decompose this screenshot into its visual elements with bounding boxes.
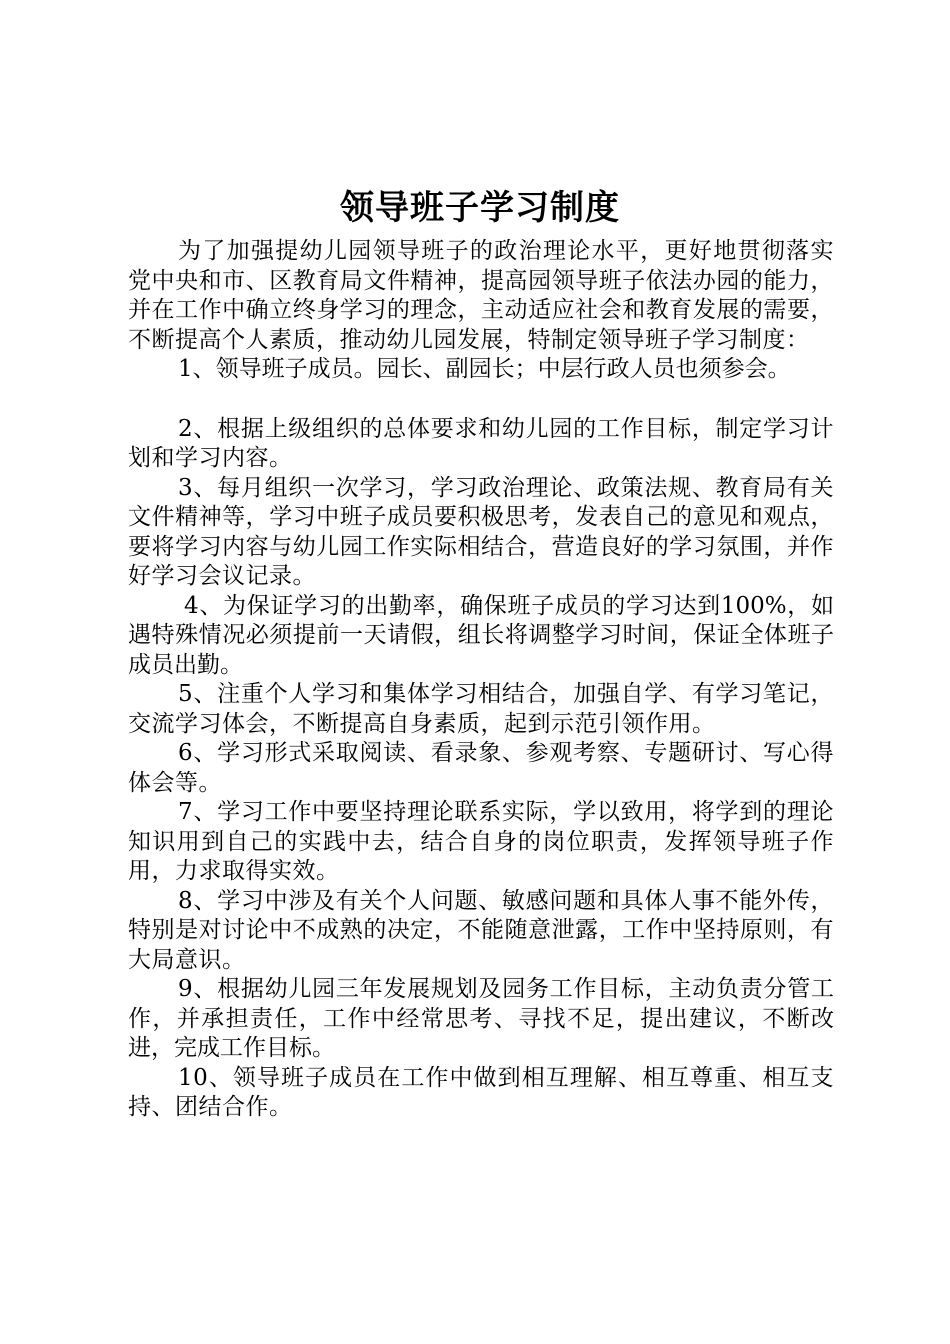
intro-paragraph: 为了加强提幼儿园领导班子的政治理论水平，更好地贯彻落实党中央和市、区教育局文件精神，提高园领导班子依法办园的能力，并在工作中确立终身学习的理念，主动适应社会和教育发展的需要，不断提高个人素质，推动幼儿园发展，特制定领导班子学习制度： — [128, 238, 834, 353]
rule-item-4: 4、为保证学习的出勤率，确保班子成员的学习达到100%，如遇特殊情况必须提前一天请假，组长将调整学习时间，保证全体班子成员出勤。 — [128, 592, 834, 678]
rule-item-6: 6、学习形式采取阅读、看录象、参观考察、专题研讨、写心得体会等。 — [128, 740, 834, 796]
document-title: 领导班子学习制度 — [340, 188, 620, 228]
rule-item-7: 7、学习工作中要坚持理论联系实际，学以致用，将学到的理论知识用到自己的实践中去，结合自身的岗位职责，发挥领导班子作用，力求取得实效。 — [128, 799, 834, 884]
rule-item-9: 9、根据幼儿园三年发展规划及园务工作目标，主动负责分管工作，并承担责任，工作中经常思考、寻找不足，提出建议，不断改进，完成工作目标。 — [128, 976, 834, 1061]
rule-item-3: 3、每月组织一次学习，学习政治理论、政策法规、教育局有关文件精神等，学习中班子成员要积极思考，发表自己的意见和观点，要将学习内容与幼儿园工作实际相结合，营造良好的学习氛围，并作好学习会议记录。 — [128, 474, 834, 589]
rule-item-10: 10、领导班子成员在工作中做到相互理解、相互尊重、相互支持、团结合作。 — [128, 1064, 834, 1120]
rule-item-2: 2、根据上级组织的总体要求和幼儿园的工作目标，制定学习计划和学习内容。 — [128, 415, 834, 471]
rule-item-1: 1、领导班子成员。园长、副园长；中层行政人员也须参会。 — [178, 356, 791, 382]
document-body — [128, 237, 834, 1123]
rule-item-8: 8、学习中涉及有关个人问题、敏感问题和具体人事不能外传，特别是对讨论中不成熟的决定，不能随意泄露，工作中坚持原则，有大局意识。 — [128, 887, 834, 973]
rule-item-5: 5、注重个人学习和集体学习相结合，加强自学、有学习笔记，交流学习体会，不断提高自身素质，起到示范引领作用。 — [128, 681, 834, 737]
